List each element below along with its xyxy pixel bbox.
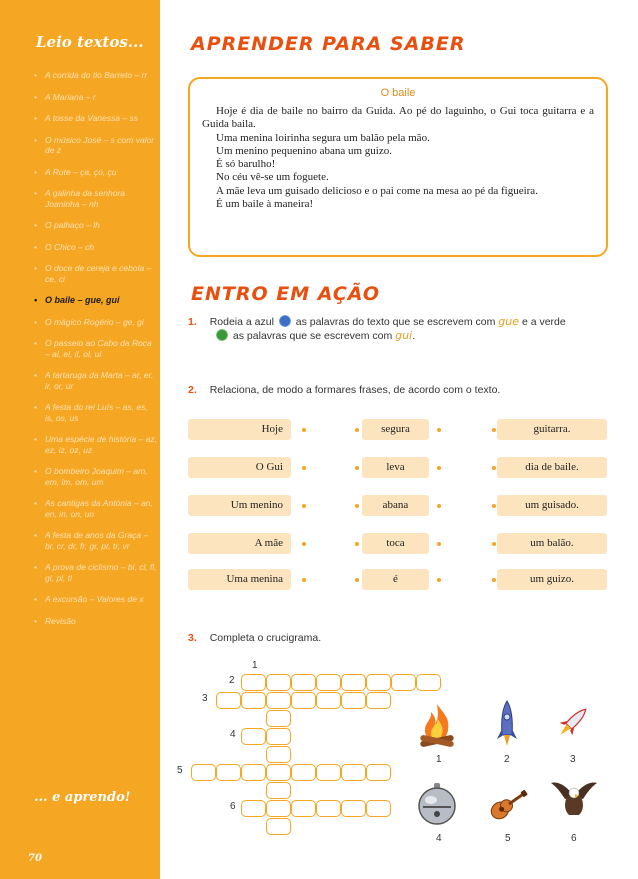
word-gue: gue (498, 315, 520, 328)
crossword-cell[interactable] (241, 764, 266, 781)
sidebar-item: • A tartaruga da Marta – ar, er, ir, or, ur (34, 370, 158, 391)
crossword-cell[interactable] (241, 800, 266, 817)
crossword-clue-number: 4 (230, 729, 236, 740)
sidebar (0, 0, 160, 879)
match-object: um balão. (497, 533, 607, 554)
reading-paragraph: É só barulho! (216, 158, 276, 171)
crossword-cell[interactable] (241, 728, 266, 745)
sidebar-item: • O passeio ao Cabo da Roca – al, el, il, ol, ul (34, 338, 158, 359)
crossword-clue-number: 2 (229, 675, 235, 686)
match-dot[interactable] (492, 428, 496, 432)
match-verb: segura (362, 419, 429, 440)
crossword-cell[interactable] (391, 674, 416, 691)
sidebar-item: • O músico José – s com valor de z (34, 135, 158, 156)
match-dot[interactable] (492, 466, 496, 470)
crossword-cell[interactable] (316, 674, 341, 691)
match-subject: Um menino (188, 495, 291, 516)
reading-paragraph: Um menino pequenino abana um guizo. (216, 144, 392, 157)
ex1-text-e: . (412, 330, 416, 342)
reading-paragraph: Hoje é dia de baile no bairro da Guida. Ao pé do laguinho, o Gui toca guitarra e a Guida baila. (202, 105, 594, 131)
reading-title: O baile (380, 87, 416, 99)
exercise-3-text: Completa o crucigrama. (209, 632, 322, 644)
match-dot[interactable] (302, 428, 306, 432)
crossword-cell[interactable] (241, 674, 266, 691)
sidebar-item: • A Mariana – r (34, 92, 158, 103)
match-dot[interactable] (302, 578, 306, 582)
sidebar-item: • Revisão (34, 616, 158, 627)
sidebar-footer: ... e aprendo! (34, 790, 131, 805)
crossword-cell[interactable] (341, 764, 366, 781)
match-dot[interactable] (437, 504, 441, 508)
picture-number: 3 (570, 754, 576, 765)
picture-number: 2 (504, 754, 510, 765)
sidebar-item: • As cantigas da Antónia – an, en, in, on, un (34, 498, 158, 519)
reading-paragraph: É um baile à maneira! (216, 198, 314, 211)
match-dot[interactable] (302, 542, 306, 546)
sidebar-item: • A festa do rei Luís – as, es, is, os, us (34, 402, 158, 423)
ex1-text-d: as palavras que se escrevem com (232, 330, 393, 342)
exercise-2 (188, 383, 500, 397)
match-dot[interactable] (355, 578, 359, 582)
exercise-2-text: Relaciona, de modo a formares frases, de acordo com o texto. (209, 384, 501, 396)
crossword-cell[interactable] (191, 764, 216, 781)
crossword-clue-number: 5 (177, 765, 183, 776)
match-object: um guisado. (497, 495, 607, 516)
match-dot[interactable] (437, 466, 441, 470)
sidebar-item: • O doce de cereja e cebola – ce, ci (34, 263, 158, 284)
sidebar-item: • A galinha da senhora Joaninha – nh (34, 188, 158, 209)
campfire-icon (414, 700, 460, 753)
sidebar-item: • A Rute – ça, ço, çu (34, 167, 158, 178)
exercise-number: 1. (188, 316, 197, 328)
crossword-cell[interactable] (366, 674, 391, 691)
match-dot[interactable] (437, 428, 441, 432)
match-object: guitarra. (497, 419, 607, 440)
crossword-cell[interactable] (291, 764, 316, 781)
match-dot[interactable] (437, 578, 441, 582)
exercise-number: 2. (188, 384, 197, 396)
reading-paragraph: No céu vê-se um foguete. (216, 171, 329, 184)
match-dot[interactable] (437, 542, 441, 546)
match-subject: Hoje (188, 419, 291, 440)
crossword-cell[interactable] (266, 728, 291, 745)
sidebar-title: Leio textos... (36, 33, 144, 51)
exercise-1 (188, 315, 618, 343)
match-dot[interactable] (302, 466, 306, 470)
crossword-cell[interactable] (316, 692, 341, 709)
crossword-cell[interactable] (216, 692, 241, 709)
match-verb: leva (362, 457, 429, 478)
crossword-cell[interactable] (266, 800, 291, 817)
crossword-cell[interactable] (316, 800, 341, 817)
match-dot[interactable] (302, 504, 306, 508)
sidebar-item: • A excursão – Valores de x (34, 594, 158, 605)
eagle-icon (549, 777, 599, 832)
green-splat-icon (216, 329, 228, 341)
reading-box (188, 77, 608, 257)
match-dot[interactable] (492, 578, 496, 582)
sidebar-item: • Uma espécie de história – az, ez, iz, oz, uz (34, 434, 158, 455)
picture-number: 4 (436, 833, 442, 844)
match-verb: é (362, 569, 429, 590)
ex1-text-b: as palavras do texto que se escrevem com (295, 316, 496, 328)
crossword-clue-number: 6 (230, 801, 236, 812)
crossword-cell[interactable] (341, 674, 366, 691)
crossword-cell[interactable] (341, 692, 366, 709)
sidebar-item: • A corrida do tio Barreto – rr (34, 70, 158, 81)
sidebar-item: • A tosse da Vanessa – ss (34, 113, 158, 124)
word-gui: gui (395, 329, 413, 342)
crossword-cell[interactable] (266, 674, 291, 691)
match-object: dia de baile. (497, 457, 607, 478)
crossword-cell[interactable] (291, 674, 316, 691)
sidebar-item: • O bombeiro Joaquim – am, em, im, om, um (34, 466, 158, 487)
exercise-3 (188, 631, 321, 645)
sidebar-item: • O mágico Rogério – ge, gi (34, 317, 158, 328)
sidebar-item: • O baile – gue, gui (34, 295, 158, 306)
guitar-icon (484, 785, 530, 826)
crossword-cell[interactable] (291, 692, 316, 709)
reading-paragraph: Uma menina loirinha segura um balão pela mão. (216, 131, 430, 144)
sidebar-item: • A prova de ciclismo – bl, cl, fl, gl, pl, tl (34, 562, 158, 583)
sidebar-item: • O palhaço – lh (34, 220, 158, 231)
crossword-cell[interactable] (266, 692, 291, 709)
firework-rocket-icon (553, 702, 593, 747)
crossword-cell[interactable] (216, 764, 241, 781)
sidebar-list (34, 70, 158, 637)
sidebar-item: • O Chico – ch (34, 242, 158, 253)
match-subject: Uma menina (188, 569, 291, 590)
crossword-cell[interactable] (291, 800, 316, 817)
match-dot[interactable] (355, 542, 359, 546)
crossword-clue-number: 3 (202, 693, 208, 704)
ex1-text-a: Rodeia a azul (209, 316, 274, 328)
reading-paragraph: A mãe leva um guisado delicioso e o pai come na mesa ao pé da figueira. (216, 184, 538, 197)
match-dot[interactable] (355, 428, 359, 432)
exercise-number: 3. (188, 632, 197, 644)
jingle-bell-icon (414, 781, 460, 832)
crossword-cell[interactable] (266, 764, 291, 781)
crossword-cell[interactable] (366, 800, 391, 817)
reading-text (202, 105, 594, 211)
match-dot[interactable] (492, 542, 496, 546)
crossword-cell[interactable] (341, 800, 366, 817)
section-title: APRENDER PARA SABER (191, 33, 466, 55)
match-subject: O Gui (188, 457, 291, 478)
ex1-text-c: e a verde (521, 316, 566, 328)
crossword-cell[interactable] (366, 764, 391, 781)
picture-number: 5 (505, 833, 511, 844)
blue-splat-icon (279, 315, 291, 327)
picture-number: 6 (571, 833, 577, 844)
match-dot[interactable] (355, 504, 359, 508)
crossword-cell[interactable] (266, 710, 291, 727)
picture-number: 1 (436, 754, 442, 765)
crossword-cell[interactable] (266, 782, 291, 799)
crossword-cell[interactable] (241, 692, 266, 709)
match-subject: A mãe (188, 533, 291, 554)
crossword-cell[interactable] (416, 674, 441, 691)
crossword-clue-number: 1 (252, 660, 258, 671)
section2-title: ENTRO EM AÇÃO (191, 283, 381, 305)
match-object: um guizo. (497, 569, 607, 590)
crossword-cell[interactable] (266, 746, 291, 763)
match-verb: abana (362, 495, 429, 516)
crossword-cell[interactable] (366, 692, 391, 709)
rocket-icon (496, 699, 518, 754)
page-number: 70 (28, 853, 42, 864)
match-dot[interactable] (355, 466, 359, 470)
sidebar-item: • A festa de anos da Graça – br, cr, dr, fr, gr, pr, tr, vr (34, 530, 158, 551)
crossword-cell[interactable] (316, 764, 341, 781)
match-verb: toca (362, 533, 429, 554)
match-dot[interactable] (492, 504, 496, 508)
crossword-cell[interactable] (266, 818, 291, 835)
